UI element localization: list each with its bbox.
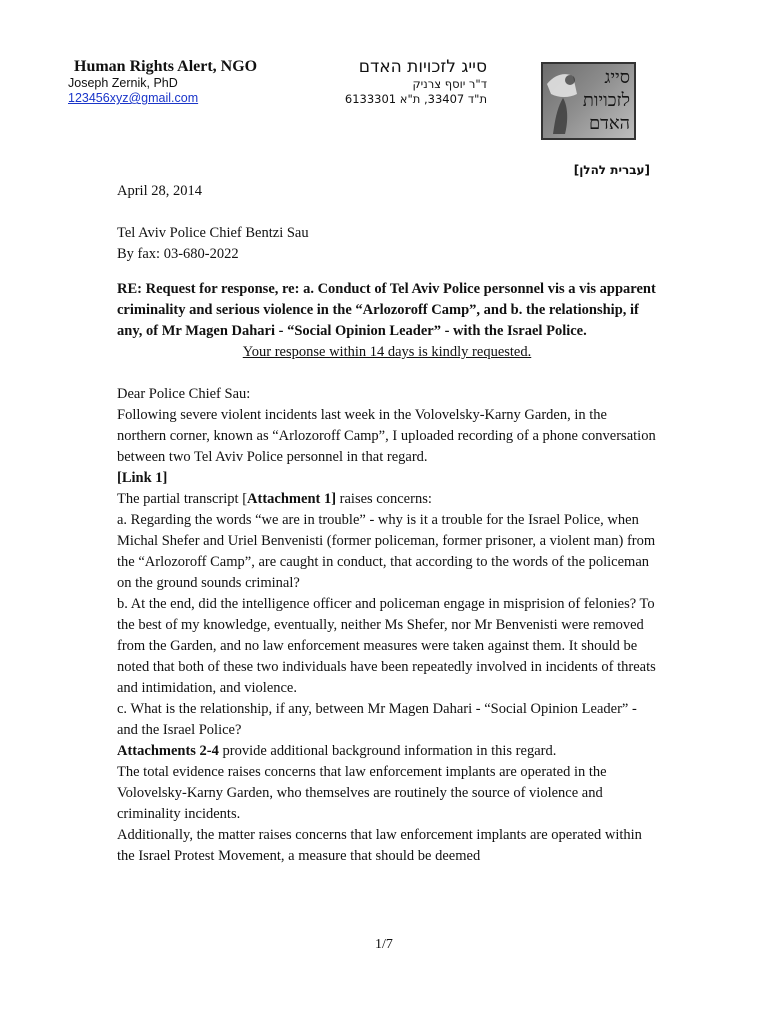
- list-item-b: b. At the end, did the intelligence officer and policeman engage in misprision of felonies? To the best of my knowledge, eventually, neither Ms Shefer, nor Mr Benvenisti were removed from the Garden, and no law enforcement measures were taken against them. It should be noted that both of these two individuals have been repeatedly involved in incidents of threats and intimidation, and violence.: [117, 596, 656, 696]
- logo-line: האדם: [588, 113, 630, 134]
- organization-logo: [541, 62, 636, 140]
- hebrew-version-note: [עברית להלן]: [573, 163, 650, 177]
- salutation: Dear Police Chief Sau:: [117, 386, 251, 402]
- logo-text: [544, 66, 630, 135]
- text-span: raises concerns:: [336, 491, 432, 507]
- paragraph: Following severe violent incidents last week in the Volovelsky-Karny Garden, in the northern corner, known as “Arlozoroff Camp”, I uploaded recording of a phone conversation between two Tel Aviv Police personnel in that regard.: [117, 407, 656, 465]
- author-name-en: Joseph Zernik, PhD: [68, 76, 178, 90]
- text-span: provide additional background information in this regard.: [218, 743, 557, 759]
- organization-name-he: סייג לזכויות האדם: [358, 57, 487, 77]
- recipient: Tel Aviv Police Chief Bentzi Sau: [117, 225, 309, 241]
- logo-line: סייג: [604, 67, 630, 88]
- organization-name-en: Human Rights Alert, NGO: [74, 58, 258, 75]
- attachment-reference: Attachment 1]: [247, 491, 337, 507]
- letterhead-hebrew: [290, 58, 487, 107]
- link-reference: [Link 1]: [117, 470, 168, 486]
- letter-date: April 28, 2014: [117, 183, 202, 199]
- letterhead-english: [68, 58, 318, 106]
- author-name-he: ד"ר יוסף צרניק: [412, 77, 487, 91]
- page-number: 1/7: [375, 937, 393, 952]
- text-span: The partial transcript [: [117, 491, 248, 507]
- paragraph: [117, 489, 657, 510]
- response-request: Your response within 14 days is kindly requested.: [242, 344, 532, 360]
- email-link[interactable]: 123456xyz@gmail.com: [68, 91, 199, 105]
- paragraph: [117, 741, 657, 762]
- list-item-c: c. What is the relationship, if any, between Mr Magen Dahari - “Social Opinion Leader” - and the Israel Police?: [117, 701, 637, 738]
- paragraph: The total evidence raises concerns that law enforcement implants are operated in the Volovelsky-Karny Garden, who themselves are routinely the source of violence and criminality incidents.: [117, 764, 607, 822]
- subject-line: RE: Request for response, re: a. Conduct of Tel Aviv Police personnel vis a vis apparent criminality and serious violence in the “Arlozoroff Camp”, and b. the relationship, if any, of Mr Magen Dahari - “Social Opinion Leader” - with the Israel Police.: [117, 281, 656, 339]
- logo-line: לזכויות: [582, 90, 630, 111]
- letter-body: [117, 181, 657, 867]
- attachment-reference: Attachments 2-4: [117, 743, 219, 759]
- paragraph: Additionally, the matter raises concerns that law enforcement implants are operated within the Israel Protest Movement, a measure that should be deemed: [117, 827, 642, 864]
- list-item-a: a. Regarding the words “we are in trouble” - why is it a trouble for the Israel Police, when Michal Shefer and Uriel Benvenisti (former policeman, former prisoner, a violent man) from the “Arlozoroff Camp”, are caught in conduct, that according to the words of the policeman on the ground sounds criminal?: [117, 512, 656, 591]
- address-he: ת"ד 33407, ת"א 6133301: [344, 92, 487, 106]
- fax-line: By fax: 03-680-2022: [117, 246, 239, 262]
